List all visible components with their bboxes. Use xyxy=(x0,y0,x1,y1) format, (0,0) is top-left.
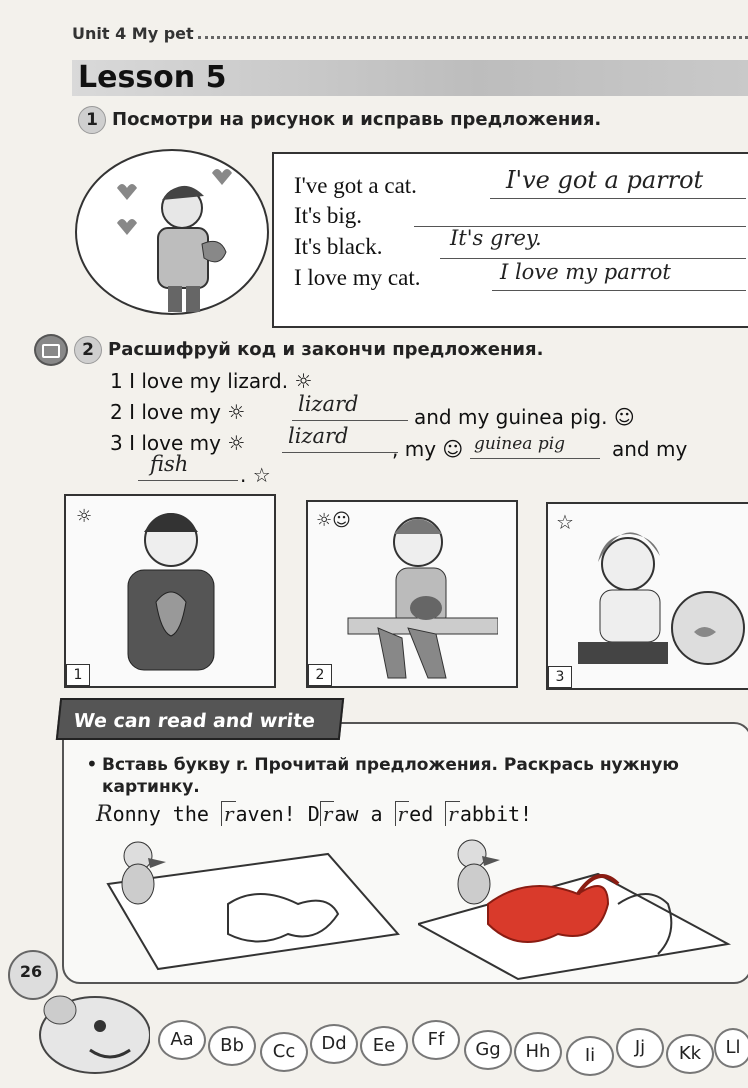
panel-3-number: 3 xyxy=(548,666,572,688)
picture-panel-1 xyxy=(64,494,276,688)
smiley-icon: ☺ xyxy=(613,405,635,429)
task-3-answer-line-2[interactable] xyxy=(470,458,600,459)
task-line-1 xyxy=(110,369,312,393)
task-line-3-end: and my xyxy=(612,437,688,461)
exercise-2-number: 2 xyxy=(74,336,102,364)
task-line-2-start: 2 I love my xyxy=(110,400,221,424)
girl-with-fishbowl-illustration xyxy=(558,514,748,684)
sun-icon: ☼ xyxy=(294,369,313,393)
task-line-3-mid xyxy=(392,437,463,461)
sentence-part: ed xyxy=(409,802,446,826)
task-3-answer-3: fish xyxy=(150,452,189,476)
sentence-3-printed: It's black. xyxy=(294,234,383,259)
fill-letter-sentence xyxy=(96,802,532,827)
sun-icon: ☼ xyxy=(227,431,246,455)
caterpillar-head-icon xyxy=(20,990,150,1080)
sentence-part: onny the xyxy=(112,802,221,826)
task-line-3-start: 3 I love my xyxy=(110,431,221,455)
smiley-icon: ☺ xyxy=(442,437,464,461)
picture-panel-2 xyxy=(306,500,518,688)
sentence-2-printed: It's big. xyxy=(294,203,363,228)
task-line-3-mid-text: , my xyxy=(392,437,437,461)
sentence-part: aven! D xyxy=(235,802,320,826)
task-3-answer-2: guinea pig xyxy=(474,434,566,454)
sun-smiley-icons: ☼☺ xyxy=(316,510,351,531)
exercise-2-instruction: Расшифруй код и закончи предложения. xyxy=(108,339,544,360)
read-write-instruction: Вставь букву r. Прочитай предложения. Раскрась нужную картинку. xyxy=(102,755,679,797)
sentence-1-printed: I've got a cat. xyxy=(294,173,417,198)
boy-with-parrot-illustration xyxy=(72,148,272,316)
task-line-2-end-text: and my guinea pig. xyxy=(414,405,608,429)
panel-1-number: 1 xyxy=(66,664,90,686)
filled-letter[interactable]: r xyxy=(320,801,335,826)
exercise-1-number: 1 xyxy=(78,106,106,134)
panel-2-number: 2 xyxy=(308,664,332,686)
alphabet-strip xyxy=(148,1014,748,1074)
sun-icon: ☼ xyxy=(76,506,93,527)
task-line-2 xyxy=(110,400,245,424)
task-line-2-end xyxy=(414,405,635,429)
task-3-answer-1: lizard xyxy=(288,424,349,448)
alphabet-letter: Aa xyxy=(158,1020,206,1060)
sun-icon: ☼ xyxy=(227,400,246,424)
filled-letter[interactable]: r xyxy=(445,801,460,826)
alphabet-letter: Bb xyxy=(208,1026,256,1066)
answer-line-1[interactable] xyxy=(490,198,746,199)
filled-letter[interactable]: r xyxy=(221,801,236,826)
alphabet-letter: Gg xyxy=(464,1030,512,1070)
boy-with-lizard-illustration xyxy=(106,502,236,682)
task-2-answer: lizard xyxy=(298,392,359,416)
exercise-1-instruction: Посмотри на рисунок и исправь предложения. xyxy=(112,109,602,130)
header-dots xyxy=(198,36,748,39)
lesson-title: Lesson 5 xyxy=(78,60,227,95)
alphabet-letter: Hh xyxy=(514,1032,562,1072)
task-3-answer-line-3[interactable] xyxy=(138,480,238,481)
task-line-1-text: 1 I love my lizard. xyxy=(110,369,289,393)
filled-letter[interactable]: R xyxy=(96,802,113,827)
alphabet-letter: Ff xyxy=(412,1020,460,1060)
raven-drawing-dog-picture[interactable] xyxy=(78,834,412,974)
picture-panel-3 xyxy=(546,502,748,690)
alphabet-letter: Ll xyxy=(714,1028,748,1068)
sentence-4-printed: I love my cat. xyxy=(294,265,421,290)
alphabet-letter: Kk xyxy=(666,1034,714,1074)
star-icon: ☆ xyxy=(556,510,574,534)
alphabet-letter: Dd xyxy=(310,1024,358,1064)
star-icon: ☆ xyxy=(252,463,271,487)
page-number: 26 xyxy=(19,962,43,981)
alphabet-letter: Ee xyxy=(360,1026,408,1066)
sentence-part: aw a xyxy=(334,802,395,826)
filled-letter[interactable]: r xyxy=(395,801,410,826)
sentence-3-answer: It's grey. xyxy=(450,226,542,250)
task-line-3-tail: . ☆ xyxy=(240,463,271,487)
alphabet-letter: Cc xyxy=(260,1032,308,1072)
read-write-banner: We can read and write xyxy=(56,698,344,740)
task-3-answer-line-1[interactable] xyxy=(282,452,398,453)
unit-header: Unit 4 My pet xyxy=(72,24,194,43)
answer-line-4[interactable] xyxy=(492,290,746,291)
sentence-part: abbit! xyxy=(459,802,533,826)
sentence-4-answer: I love my parrot xyxy=(500,260,671,284)
answer-line-3[interactable] xyxy=(440,258,746,259)
cd-audio-icon xyxy=(34,334,68,366)
raven-drawing-rabbit-picture[interactable] xyxy=(418,834,748,982)
sentence-1-answer: I've got a parrot xyxy=(506,166,704,194)
alphabet-letter: Jj xyxy=(616,1028,664,1068)
bullet-icon: • xyxy=(86,752,98,776)
alphabet-letter: Ii xyxy=(566,1036,614,1076)
boy-with-guinea-pig-illustration xyxy=(338,508,498,684)
task-2-answer-line[interactable] xyxy=(292,420,408,421)
